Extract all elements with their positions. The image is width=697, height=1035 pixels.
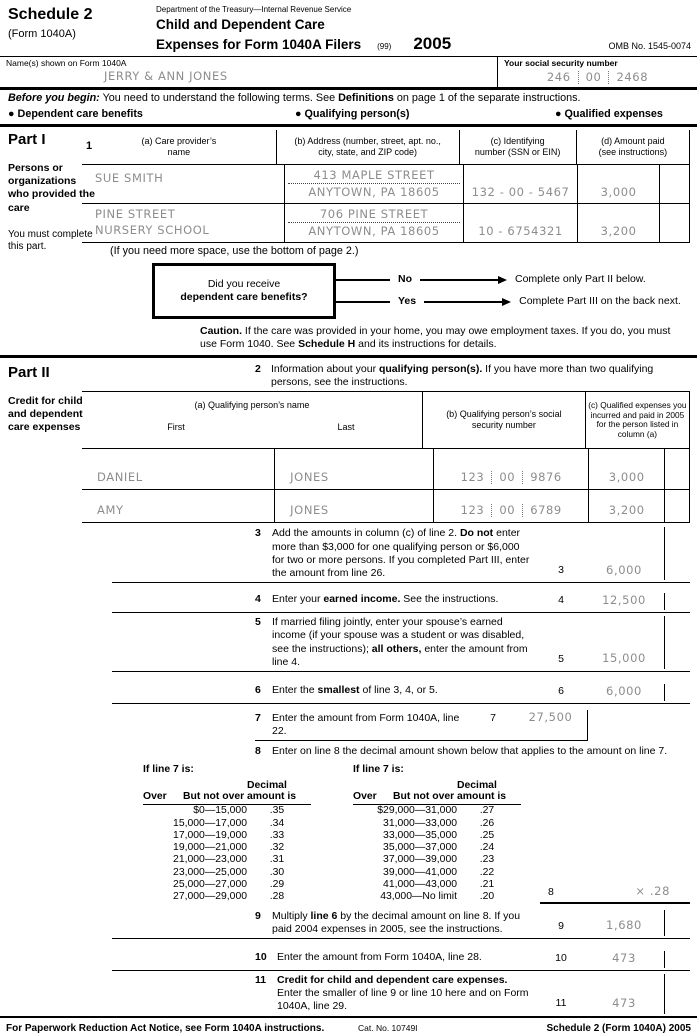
line-11-box: 11 [555, 997, 567, 1010]
range: 33,000—35,000 [383, 829, 457, 841]
line-3-box: 3 [558, 563, 564, 576]
line-11 [112, 971, 690, 1015]
decimal-table-right [353, 763, 521, 904]
line-5-text: If married filing jointly, enter your spouse’s earned income (if your spouse was a student or was disabled, see the instructions); all others, enter the amount from line 4. [272, 616, 528, 668]
decimal-table-title: If line 7 is: [143, 763, 194, 775]
line-5-box: 5 [558, 652, 564, 665]
line-10-amount-field[interactable]: 473 [612, 950, 636, 965]
qualifying-person-row [82, 449, 690, 490]
right-arrow-icon [502, 298, 511, 306]
decimal: .22 [479, 866, 495, 878]
ssn-part2: 00 [499, 503, 516, 518]
person-first-name-field[interactable]: AMY [82, 490, 275, 522]
name-label: Name(s) shown on Form 1040A [6, 58, 127, 69]
decimal: .25 [479, 829, 495, 841]
yes-label: Yes [398, 295, 417, 308]
range: 43,000—No limit [380, 891, 457, 903]
catalog-number: Cat. No. 10749I [358, 1022, 418, 1033]
range: 41,000—43,000 [383, 878, 457, 890]
decimal: .30 [269, 866, 285, 878]
line-8-entry [540, 884, 690, 903]
qualifying-person-table-header [82, 392, 690, 449]
line-4-box: 4 [558, 594, 564, 607]
footer-form-id: Schedule 2 (Form 1040A) 2005 [546, 1022, 691, 1034]
bullet-dependent-care-benefits: ● Dependent care benefits [8, 107, 143, 120]
ssn-separator [491, 471, 492, 484]
line-4 [112, 583, 690, 613]
decimal-row [353, 867, 521, 879]
line-4-amount-field[interactable]: 12,500 [602, 592, 646, 607]
decimal-row [143, 854, 311, 866]
line-5-amount-field[interactable]: 15,000 [602, 651, 646, 666]
part-1-section [0, 127, 697, 351]
provider-name-line1: SUE SMITH [95, 171, 164, 186]
person-ssn-field[interactable] [434, 449, 589, 489]
cents-column [664, 910, 690, 936]
qualifying-person-row [82, 490, 690, 523]
decimal-row [143, 842, 311, 854]
provider-address-line1: 706 PINE STREET [288, 207, 460, 222]
decimal-row [353, 854, 521, 866]
range: $29,000—31,000 [377, 805, 457, 817]
decimal-amount-header: Decimal amount is [457, 779, 507, 802]
decimal-row [143, 879, 311, 891]
line-4-number: 4 [255, 592, 261, 605]
care-provider-table [82, 130, 690, 243]
col-a-header-line2: name [167, 147, 191, 158]
decimal: .24 [479, 842, 495, 854]
provider-id-field[interactable]: 132 - 00 - 5467 [464, 165, 579, 203]
provider-id-field[interactable]: 10 - 6754321 [464, 204, 579, 242]
line-8-decimal-field[interactable]: × .28 [635, 884, 670, 899]
line-11-number: 11 [255, 974, 267, 987]
part-2-section [0, 358, 697, 1015]
cents-column [664, 490, 690, 522]
decimal-amount-tables [112, 763, 690, 904]
col-b-header-line2: security number [471, 420, 536, 431]
provider-name-line2: NURSERY SCHOOL [95, 222, 210, 237]
line-7-number: 7 [255, 712, 261, 725]
form-footer [0, 1018, 697, 1035]
range: 37,000—39,000 [383, 854, 457, 866]
form-header [0, 0, 697, 56]
ssn-part2: 00 [499, 470, 516, 485]
form-number: (Form 1040A) [8, 28, 76, 40]
terms-bullets [0, 106, 697, 124]
ssn-field[interactable] [504, 70, 691, 84]
cents-column [664, 951, 690, 968]
ssn-part1: 123 [460, 503, 485, 518]
flow-line-segment [336, 279, 390, 281]
line-11-amount-field[interactable]: 473 [612, 996, 636, 1011]
decimal-row [143, 867, 311, 879]
col-d-header-line2: (see instructions) [598, 147, 668, 158]
person-first-name-field[interactable]: DANIEL [82, 449, 275, 489]
col-a-header-line1: (a) Care provider’s [141, 136, 217, 147]
line-10-text: Enter the amount from Form 1040A, line 28. [277, 950, 482, 963]
line-10-box: 10 [555, 952, 567, 965]
person-last-name-field[interactable]: JONES [275, 449, 434, 489]
person-expenses-field[interactable]: 3,200 [608, 503, 645, 518]
taxpayer-name-field[interactable]: JERRY & ANN JONES [104, 69, 228, 84]
cents-column [664, 593, 690, 610]
line-10-number: 10 [255, 950, 267, 963]
provider-address-field[interactable] [285, 165, 464, 203]
form-code: (99) [377, 42, 392, 52]
decimal: .23 [479, 854, 495, 866]
range: 15,000—17,000 [173, 817, 247, 829]
right-arrow-icon [498, 276, 507, 284]
decimal: .27 [479, 805, 495, 817]
flow-line-segment [424, 301, 502, 303]
range: 25,000—27,000 [173, 878, 247, 890]
decimal-table-title: If line 7 is: [353, 763, 404, 775]
provider-row [82, 204, 690, 243]
line-9 [112, 904, 690, 939]
range: 35,000—37,000 [383, 842, 457, 854]
provider-address-line2: ANYTOWN, PA 18605 [308, 184, 440, 199]
ssn-part1: 246 [546, 70, 571, 85]
line-3 [112, 523, 690, 583]
name-ssn-row [0, 56, 697, 87]
line-9-number: 9 [255, 909, 261, 922]
line-2-number: 2 [255, 363, 261, 376]
omb-number: OMB No. 1545-0074 [608, 41, 691, 52]
cents-column [664, 684, 690, 701]
line-7-amount-field[interactable]: 27,500 [528, 710, 573, 725]
tax-year: 2005 [413, 34, 452, 54]
decimal: .31 [269, 854, 285, 866]
benefits-question-line1: Did you receive [207, 277, 281, 290]
col-a-header: (a) Qualifying person’s name [194, 400, 310, 411]
care-provider-table-header [82, 130, 690, 165]
line-10 [112, 939, 690, 971]
over-header: Over [143, 790, 167, 802]
ssn-label: Your social security number [504, 58, 618, 69]
line-8 [112, 745, 675, 758]
more-space-note: (If you need more space, use the bottom of page 2.) [110, 245, 359, 258]
line-8-box: 8 [548, 886, 554, 899]
schedule-number: Schedule 2 [8, 6, 93, 23]
ssn-cell [497, 57, 697, 87]
decimal-amount-header: Decimal amount is [247, 779, 297, 802]
ssn-part2: 00 [585, 70, 602, 85]
decimal: .26 [479, 817, 495, 829]
decimal-row [143, 830, 311, 842]
line-8-text: Enter on line 8 the decimal amount shown below that applies to the amount on line 7. [272, 745, 668, 758]
person-last-name-field[interactable]: JONES [275, 490, 434, 522]
cents-column [664, 527, 690, 580]
cents-column [660, 165, 690, 203]
ssn-separator [578, 71, 579, 84]
part-2-label: Part II [8, 364, 50, 382]
provider-address-line2: ANYTOWN, PA 18605 [308, 223, 440, 238]
range: 21,000—23,000 [173, 854, 247, 866]
person-ssn-field[interactable] [434, 490, 589, 522]
provider-amount-field[interactable]: 3,200 [578, 204, 660, 242]
decimal: .29 [269, 878, 285, 890]
decimal-row [353, 891, 521, 903]
line-9-box: 9 [558, 919, 564, 932]
decimal: .33 [269, 829, 285, 841]
decimal-row [353, 830, 521, 842]
line-9-amount-field[interactable]: 1,680 [606, 918, 642, 933]
calculation-lines [112, 523, 690, 1015]
range: 23,000—25,000 [173, 866, 247, 878]
decimal-row [353, 805, 521, 817]
line-5-number: 5 [255, 616, 261, 629]
decimal: .20 [479, 891, 495, 903]
range: 27,000—29,000 [173, 891, 247, 903]
bullet-qualifying-persons: ● Qualifying person(s) [295, 107, 410, 120]
cents-column [664, 974, 690, 1013]
decimal-row [353, 818, 521, 830]
line-3-amount-field[interactable]: 6,000 [606, 562, 642, 577]
line-6-text: Enter the smallest of line 3, 4, or 5. [272, 683, 438, 696]
line-11-text: Credit for child and dependent care expenses. Enter the smaller of line 9 or line 10 here and on Form 1040A, line 29. [277, 974, 529, 1013]
benefits-question-line2: dependent care benefits? [180, 290, 308, 303]
line-1-number: 1 [86, 140, 93, 153]
decimal-row [353, 842, 521, 854]
form-id-block [8, 5, 156, 54]
yes-instruction: Complete Part III on the back next. [519, 295, 681, 308]
last-name-header: Last [337, 421, 355, 432]
ssn-separator [522, 504, 523, 517]
range: 31,000—33,000 [383, 817, 457, 829]
provider-name-line1: PINE STREET [95, 207, 176, 222]
range: 19,000—21,000 [173, 842, 247, 854]
person-expenses-field[interactable]: 3,000 [608, 470, 645, 485]
line-9-text: Multiply line 6 by the decimal amount on line 8. If you paid 2004 expenses in 2005, see the instructions. [272, 909, 521, 935]
col-d-header-line1: (d) Amount paid [601, 136, 665, 147]
flow-line-segment [336, 301, 390, 303]
line-2 [255, 360, 690, 391]
caution-text: Caution. If the care was provided in your home, you may owe employment taxes. If you do, you must use Form 1040. See Schedule H and its instructions for details. [200, 324, 671, 351]
department-line: Department of the Treasury—Internal Revenue Service [156, 5, 352, 14]
part-1-label: Part I [8, 131, 46, 149]
part-2-sidebar-title: Credit for child and dependent care expenses [8, 394, 83, 434]
line-5 [112, 613, 690, 672]
line-6 [112, 672, 690, 704]
range: 39,000—41,000 [383, 866, 457, 878]
benefits-question-box [152, 263, 336, 319]
range: 17,000—19,000 [173, 829, 247, 841]
part-1-sidebar-note: You must complete this part. [8, 228, 93, 253]
ssn-part1: 123 [460, 470, 485, 485]
form-title-block [156, 5, 561, 54]
line-3-number: 3 [255, 527, 261, 540]
line-7-text: Enter the amount from Form 1040A, line 22. [272, 712, 460, 738]
col-b-header-line1: (b) Address (number, street, apt. no., [294, 136, 441, 147]
flow-line-segment [420, 279, 498, 281]
qualifying-person-table [82, 391, 690, 523]
before-you-begin-text: Before you begin: You need to understand the following terms. See Definitions on page 1 of the separate instructions. [8, 92, 581, 105]
decimal-row [143, 805, 311, 817]
flow-no-branch [336, 273, 697, 286]
cents-column [664, 449, 690, 489]
provider-name-field[interactable] [82, 204, 285, 242]
decimal: .21 [479, 878, 495, 890]
provider-amount-field[interactable]: 3,000 [578, 165, 660, 203]
form-title-line2: Expenses for Form 1040A Filers [156, 37, 362, 53]
ssn-separator [491, 504, 492, 517]
decimal: .35 [269, 805, 285, 817]
first-name-header: First [167, 421, 185, 432]
decimal: .32 [269, 842, 285, 854]
ssn-part3: 6789 [530, 503, 562, 518]
over-header: Over [353, 790, 377, 802]
ssn-separator [608, 71, 609, 84]
line-6-box: 6 [558, 685, 564, 698]
decimal-row [353, 879, 521, 891]
cents-column [664, 616, 690, 669]
provider-address-field[interactable] [285, 204, 464, 242]
line-7-box: 7 [490, 712, 496, 725]
col-c-header-line2: number (SSN or EIN) [474, 147, 561, 158]
line-2-text: Information about your qualifying person(s). If you have more than two qualifying persons, see the instructions. [271, 363, 654, 389]
but-not-over-header: But not over [393, 790, 455, 802]
decimal-table-left [143, 763, 311, 904]
line-3-text: Add the amounts in column (c) of line 2. Do not enter more than $3,000 for one qualifying person or $6,000 for two or more persons. If you completed Part III, enter the amount from line 26. [272, 527, 530, 579]
decimal: .34 [269, 817, 285, 829]
benefits-flowchart [152, 263, 697, 319]
but-not-over-header: But not over [183, 790, 245, 802]
col-b-header-line2: city, state, and ZIP code) [318, 147, 417, 158]
name-cell [0, 57, 497, 87]
col-c-header-line1: (c) Identifying [490, 136, 545, 147]
part-1-sidebar-title: Persons or organizations who provided the care [8, 162, 95, 214]
col-b-header-line1: (b) Qualifying person’s social [446, 409, 562, 420]
line-6-number: 6 [255, 683, 261, 696]
provider-row [82, 165, 690, 204]
paperwork-notice: For Paperwork Reduction Act Notice, see Form 1040A instructions. [6, 1022, 325, 1034]
line-8-number: 8 [255, 745, 261, 758]
line-7 [112, 710, 690, 741]
provider-name-field[interactable] [82, 165, 285, 203]
decimal: .28 [269, 891, 285, 903]
form-title-line1: Child and Dependent Care [156, 17, 325, 32]
cents-column [660, 204, 690, 242]
range: $0—15,000 [193, 805, 247, 817]
decimal-row [143, 891, 311, 903]
decimal-row [143, 818, 311, 830]
line-4-text: Enter your earned income. See the instructions. [272, 592, 499, 605]
ssn-part3: 2468 [616, 70, 649, 85]
no-label: No [398, 273, 412, 286]
ssn-separator [522, 471, 523, 484]
ssn-part3: 9876 [530, 470, 562, 485]
no-instruction: Complete only Part II below. [515, 273, 646, 286]
flow-yes-branch [336, 295, 697, 308]
provider-address-line1: 413 MAPLE STREET [288, 168, 460, 183]
bullet-qualified-expenses: ● Qualified expenses [555, 107, 663, 120]
line-6-amount-field[interactable]: 6,000 [606, 683, 642, 698]
part-2-sidebar [8, 364, 100, 434]
col-c-header: (c) Qualified expenses you incurred and paid in 2005 for the person listed in column (a) [586, 392, 690, 448]
